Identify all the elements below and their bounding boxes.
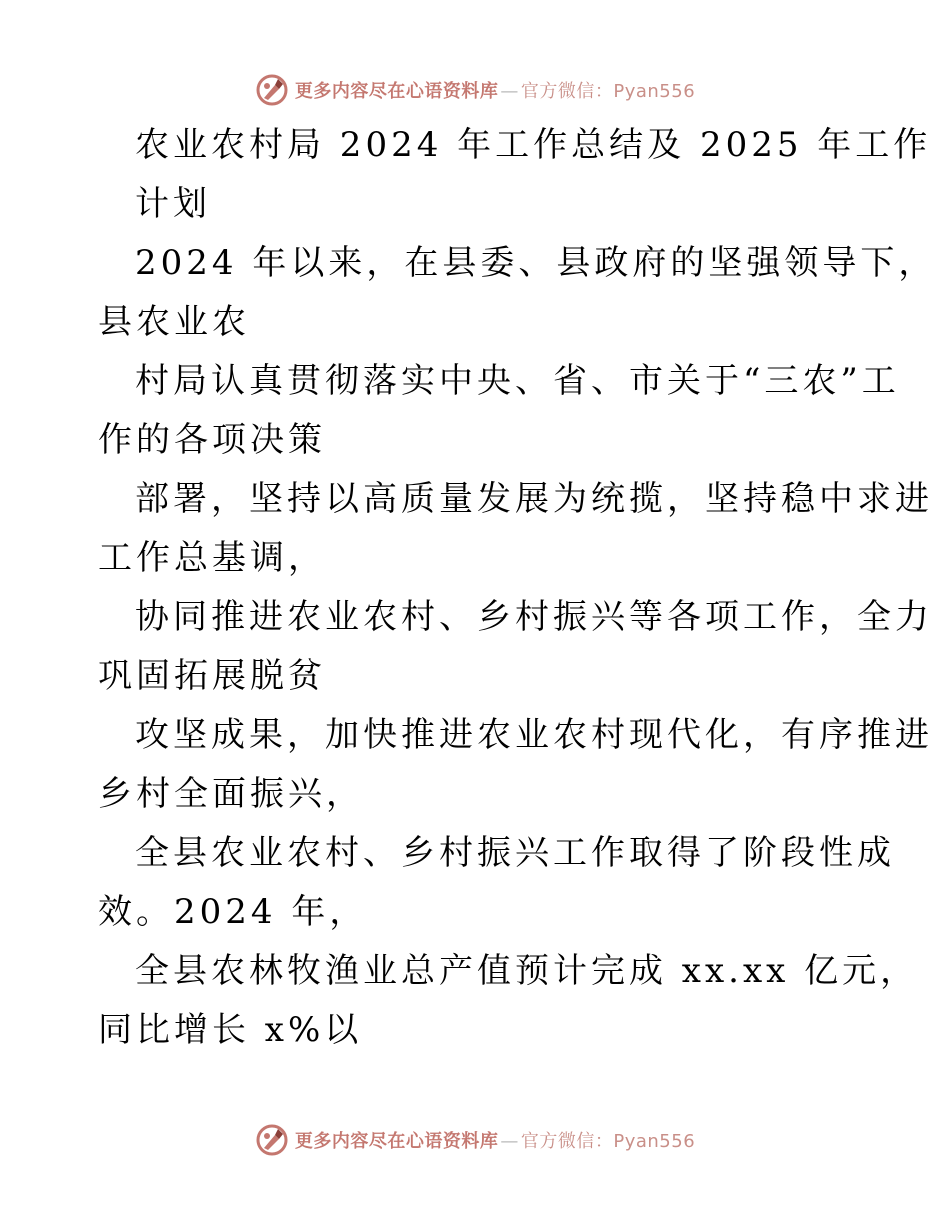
footer-watermark	[0, 1120, 950, 1160]
pen-nib-seal-icon	[255, 73, 289, 107]
paragraph-line: 村局认真贯彻落实中央、省、市关于“三农”工	[135, 361, 900, 401]
paragraph-line: 县农业农	[98, 302, 250, 342]
paragraph-line: 工作总基调，	[98, 538, 326, 578]
watermark-main: 更多内容尽在心语资料库	[294, 1131, 499, 1152]
watermark-separator: —	[500, 1131, 519, 1152]
paragraph-line: 2024 年以来，在县委、县政府的坚强领导下，	[135, 243, 937, 283]
document-title-line-1: 农业农村局 2024 年工作总结及 2025 年工作	[135, 125, 932, 165]
watermark-account: 官方微信：Pyan556	[520, 81, 696, 102]
watermark-text	[295, 77, 695, 103]
paragraph-line: 乡村全面振兴，	[98, 774, 364, 814]
paragraph-line: 协同推进农业农村、乡村振兴等各项工作，全力	[135, 597, 933, 637]
pen-nib-seal-icon	[255, 1123, 289, 1157]
paragraph-line: 攻坚成果，加快推进农业农村现代化，有序推进	[135, 715, 933, 755]
paragraph-line: 同比增长 x%以	[98, 1010, 363, 1050]
paragraph-line: 全县农业农村、乡村振兴工作取得了阶段性成	[135, 833, 895, 873]
document-title-line-2: 计划	[135, 184, 211, 224]
paragraph-line: 效。2024 年，	[98, 892, 368, 932]
watermark-separator: —	[500, 81, 519, 102]
watermark-account: 官方微信：Pyan556	[520, 1131, 696, 1152]
watermark-text	[295, 1127, 695, 1153]
paragraph-line: 全县农林牧渔业总产值预计完成 xx.xx 亿元，	[135, 951, 919, 991]
header-watermark	[0, 70, 950, 110]
paragraph-line: 部署，坚持以高质量发展为统揽，坚持稳中求进	[135, 479, 933, 519]
watermark-main: 更多内容尽在心语资料库	[294, 81, 499, 102]
paragraph-line: 作的各项决策	[98, 420, 326, 460]
paragraph-line: 巩固拓展脱贫	[98, 656, 326, 696]
